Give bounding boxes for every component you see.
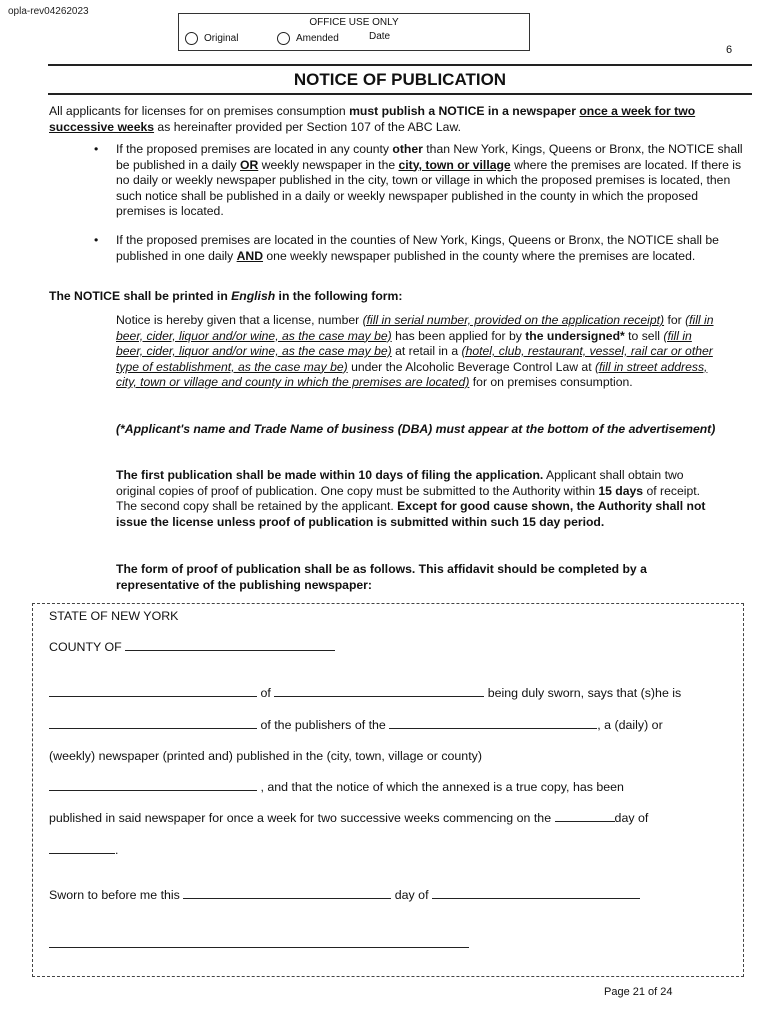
b1-bold-1: other bbox=[392, 142, 423, 156]
intro-text-1: All applicants for licenses for on premises consumption bbox=[49, 104, 350, 118]
section-number: 6 bbox=[726, 44, 733, 56]
notice-annexed-label: , and that the notice of which the annexed is a true copy, has been bbox=[260, 780, 624, 794]
affidavit-weekly-row: (weekly) newspaper (printed and) published in the (city, town, village or county) bbox=[49, 749, 482, 763]
n-text-1: Notice is hereby given that a license, number bbox=[116, 313, 363, 327]
office-use-box bbox=[178, 13, 530, 51]
newspaper-name-field[interactable] bbox=[389, 727, 597, 729]
sworn-month-field[interactable] bbox=[432, 897, 640, 899]
b2-bold-underline-1: AND bbox=[236, 248, 264, 263]
original-label: Original bbox=[204, 33, 239, 44]
day-of-label-2: day of bbox=[394, 888, 429, 902]
original-option[interactable] bbox=[185, 32, 238, 45]
n-text-7: for on premises consumption. bbox=[469, 375, 633, 389]
b2-text-2: one weekly newspaper published in the county where the premises are located. bbox=[263, 248, 696, 263]
b1-bold-underline-1: OR bbox=[240, 157, 259, 172]
sworn-day-field[interactable] bbox=[183, 897, 391, 899]
b1-bold-underline-2: city, town or village bbox=[398, 157, 511, 172]
fh-text-2: in the following form: bbox=[275, 289, 403, 303]
amended-option[interactable] bbox=[277, 32, 339, 45]
applicant-note: (*Applicant's name and Trade Name of business (DBA) must appear at the bottom of the advertisement) bbox=[116, 422, 716, 436]
bullet-nyc-counties bbox=[92, 233, 746, 264]
n-text-5: at retail in a bbox=[391, 344, 462, 358]
intro-paragraph bbox=[49, 104, 739, 135]
title-bottom-rule bbox=[48, 93, 752, 95]
affidavit-sworn-row bbox=[49, 686, 681, 700]
office-use-title: OFFICE USE ONLY bbox=[309, 17, 399, 28]
proof-form-paragraph: The form of proof of publication shall be as follows. This affidavit should be completed by a representative of the publishing newspaper: bbox=[116, 562, 647, 592]
fp-bold-2: 15 days bbox=[598, 483, 644, 498]
of-label: of bbox=[260, 686, 271, 700]
b1-text-2: than New York, Kings, Queens or Bronx, the NOTICE shall be published in a daily bbox=[116, 142, 743, 172]
n-text-2: for bbox=[664, 313, 686, 327]
n-text-4: to sell bbox=[624, 328, 664, 343]
commencing-month-field[interactable] bbox=[49, 852, 115, 854]
fh-text-1: The NOTICE shall be printed in bbox=[49, 289, 232, 303]
n-fill-beverage-2: (fill in beer, cider, liquor and/or wine, as the case may be) bbox=[116, 328, 692, 358]
publication-location-field[interactable] bbox=[49, 789, 257, 791]
fp-text-2: of receipt. The second copy shall be retained by the applicant. bbox=[116, 483, 700, 513]
date-label: Date bbox=[369, 31, 391, 42]
n-undersigned: the undersigned* bbox=[525, 328, 625, 343]
affidavit-published-row bbox=[49, 811, 648, 825]
amended-radio[interactable] bbox=[277, 32, 290, 45]
b1-text-3: weekly newspaper in the bbox=[258, 157, 399, 172]
b1-text-4: where the premises are located. If there is no daily or weekly newspaper published in the city, town or village in which the proposed premises is located, then such notice shall be published in a daily or weekly newspaper published in the county in which the proposed premises is located. bbox=[116, 157, 742, 218]
daily-or-label: , a (daily) or bbox=[597, 718, 663, 732]
commencing-day-field[interactable] bbox=[555, 820, 615, 822]
affidavit-sworn-before-row bbox=[49, 888, 640, 902]
published-line-label: published in said newspaper for once a week for two successive weeks commencing on the bbox=[49, 811, 552, 825]
fp-bold-1: The first publication shall be made within 10 days of filing the application. bbox=[116, 468, 544, 482]
page-footer: Page 21 of 24 bbox=[604, 986, 673, 998]
n-fill-establishment: (hotel, club, restaurant, vessel, rail car or other type of establishment, as the case may be) bbox=[116, 344, 713, 374]
b1-text-1: If the proposed premises are located in any county bbox=[116, 142, 393, 156]
fp-text-1: Applicant shall obtain two original copies of proof of publication. One copy must be submitted to the Authority within bbox=[116, 468, 684, 498]
fp-bold-3: Except for good cause shown, the Authority shall not issue the license unless proof of publication is submitted within such 15 day period. bbox=[116, 499, 706, 529]
n-text-6: under the Alcoholic Beverage Control Law at bbox=[347, 359, 595, 374]
n-text-3: has been applied for by bbox=[391, 328, 526, 343]
sworn-says-label: being duly sworn, says that (s)he is bbox=[487, 686, 682, 700]
affiant-title-field[interactable] bbox=[49, 727, 257, 729]
original-radio[interactable] bbox=[185, 32, 198, 45]
n-fill-serial: (fill in serial number, provided on the application receipt) bbox=[362, 313, 665, 327]
period-label: . bbox=[115, 843, 119, 857]
affidavit-annexed-row bbox=[49, 780, 624, 794]
affidavit-month-row bbox=[49, 843, 118, 857]
amended-label: Amended bbox=[296, 33, 339, 44]
notary-signature-line[interactable] bbox=[49, 947, 469, 948]
affidavit-publishers-row bbox=[49, 718, 663, 732]
fh-italic: English bbox=[231, 289, 276, 303]
notice-text bbox=[116, 313, 720, 391]
affidavit-county-row bbox=[49, 640, 335, 654]
bullet-other-counties bbox=[92, 142, 746, 220]
county-field[interactable] bbox=[125, 649, 335, 651]
page-title: NOTICE OF PUBLICATION bbox=[293, 70, 507, 89]
title-top-rule bbox=[48, 64, 752, 66]
intro-bold-1: must publish a NOTICE in a newspaper bbox=[349, 104, 580, 118]
n-fill-address: (fill in street address, city, town or village and county in which the premises are located) bbox=[116, 359, 708, 389]
affidavit-state: STATE OF NEW YORK bbox=[49, 609, 179, 623]
county-label: COUNTY OF bbox=[49, 640, 122, 654]
b2-text-1: If the proposed premises are located in the counties of New York, Kings, Queens or Bronx, the NOTICE shall be published in one daily bbox=[116, 233, 719, 263]
day-of-label: day of bbox=[614, 811, 649, 825]
affiant-name-field[interactable] bbox=[49, 695, 257, 697]
intro-bold-underline-1: once a week for two successive weeks bbox=[49, 104, 696, 134]
sworn-before-label: Sworn to before me this bbox=[49, 888, 180, 902]
intro-text-2: as hereinafter provided per Section 107 of the ABC Law. bbox=[154, 119, 461, 134]
affiant-location-field[interactable] bbox=[274, 695, 484, 697]
form-heading bbox=[49, 289, 739, 305]
first-publication-paragraph bbox=[116, 468, 720, 530]
of-publishers-label: of the publishers of the bbox=[260, 718, 386, 732]
revision-code: opla-rev04262023 bbox=[8, 6, 89, 17]
n-fill-beverage-1: (fill in beer, cider, liquor and/or wine, as the case may be) bbox=[116, 313, 714, 343]
